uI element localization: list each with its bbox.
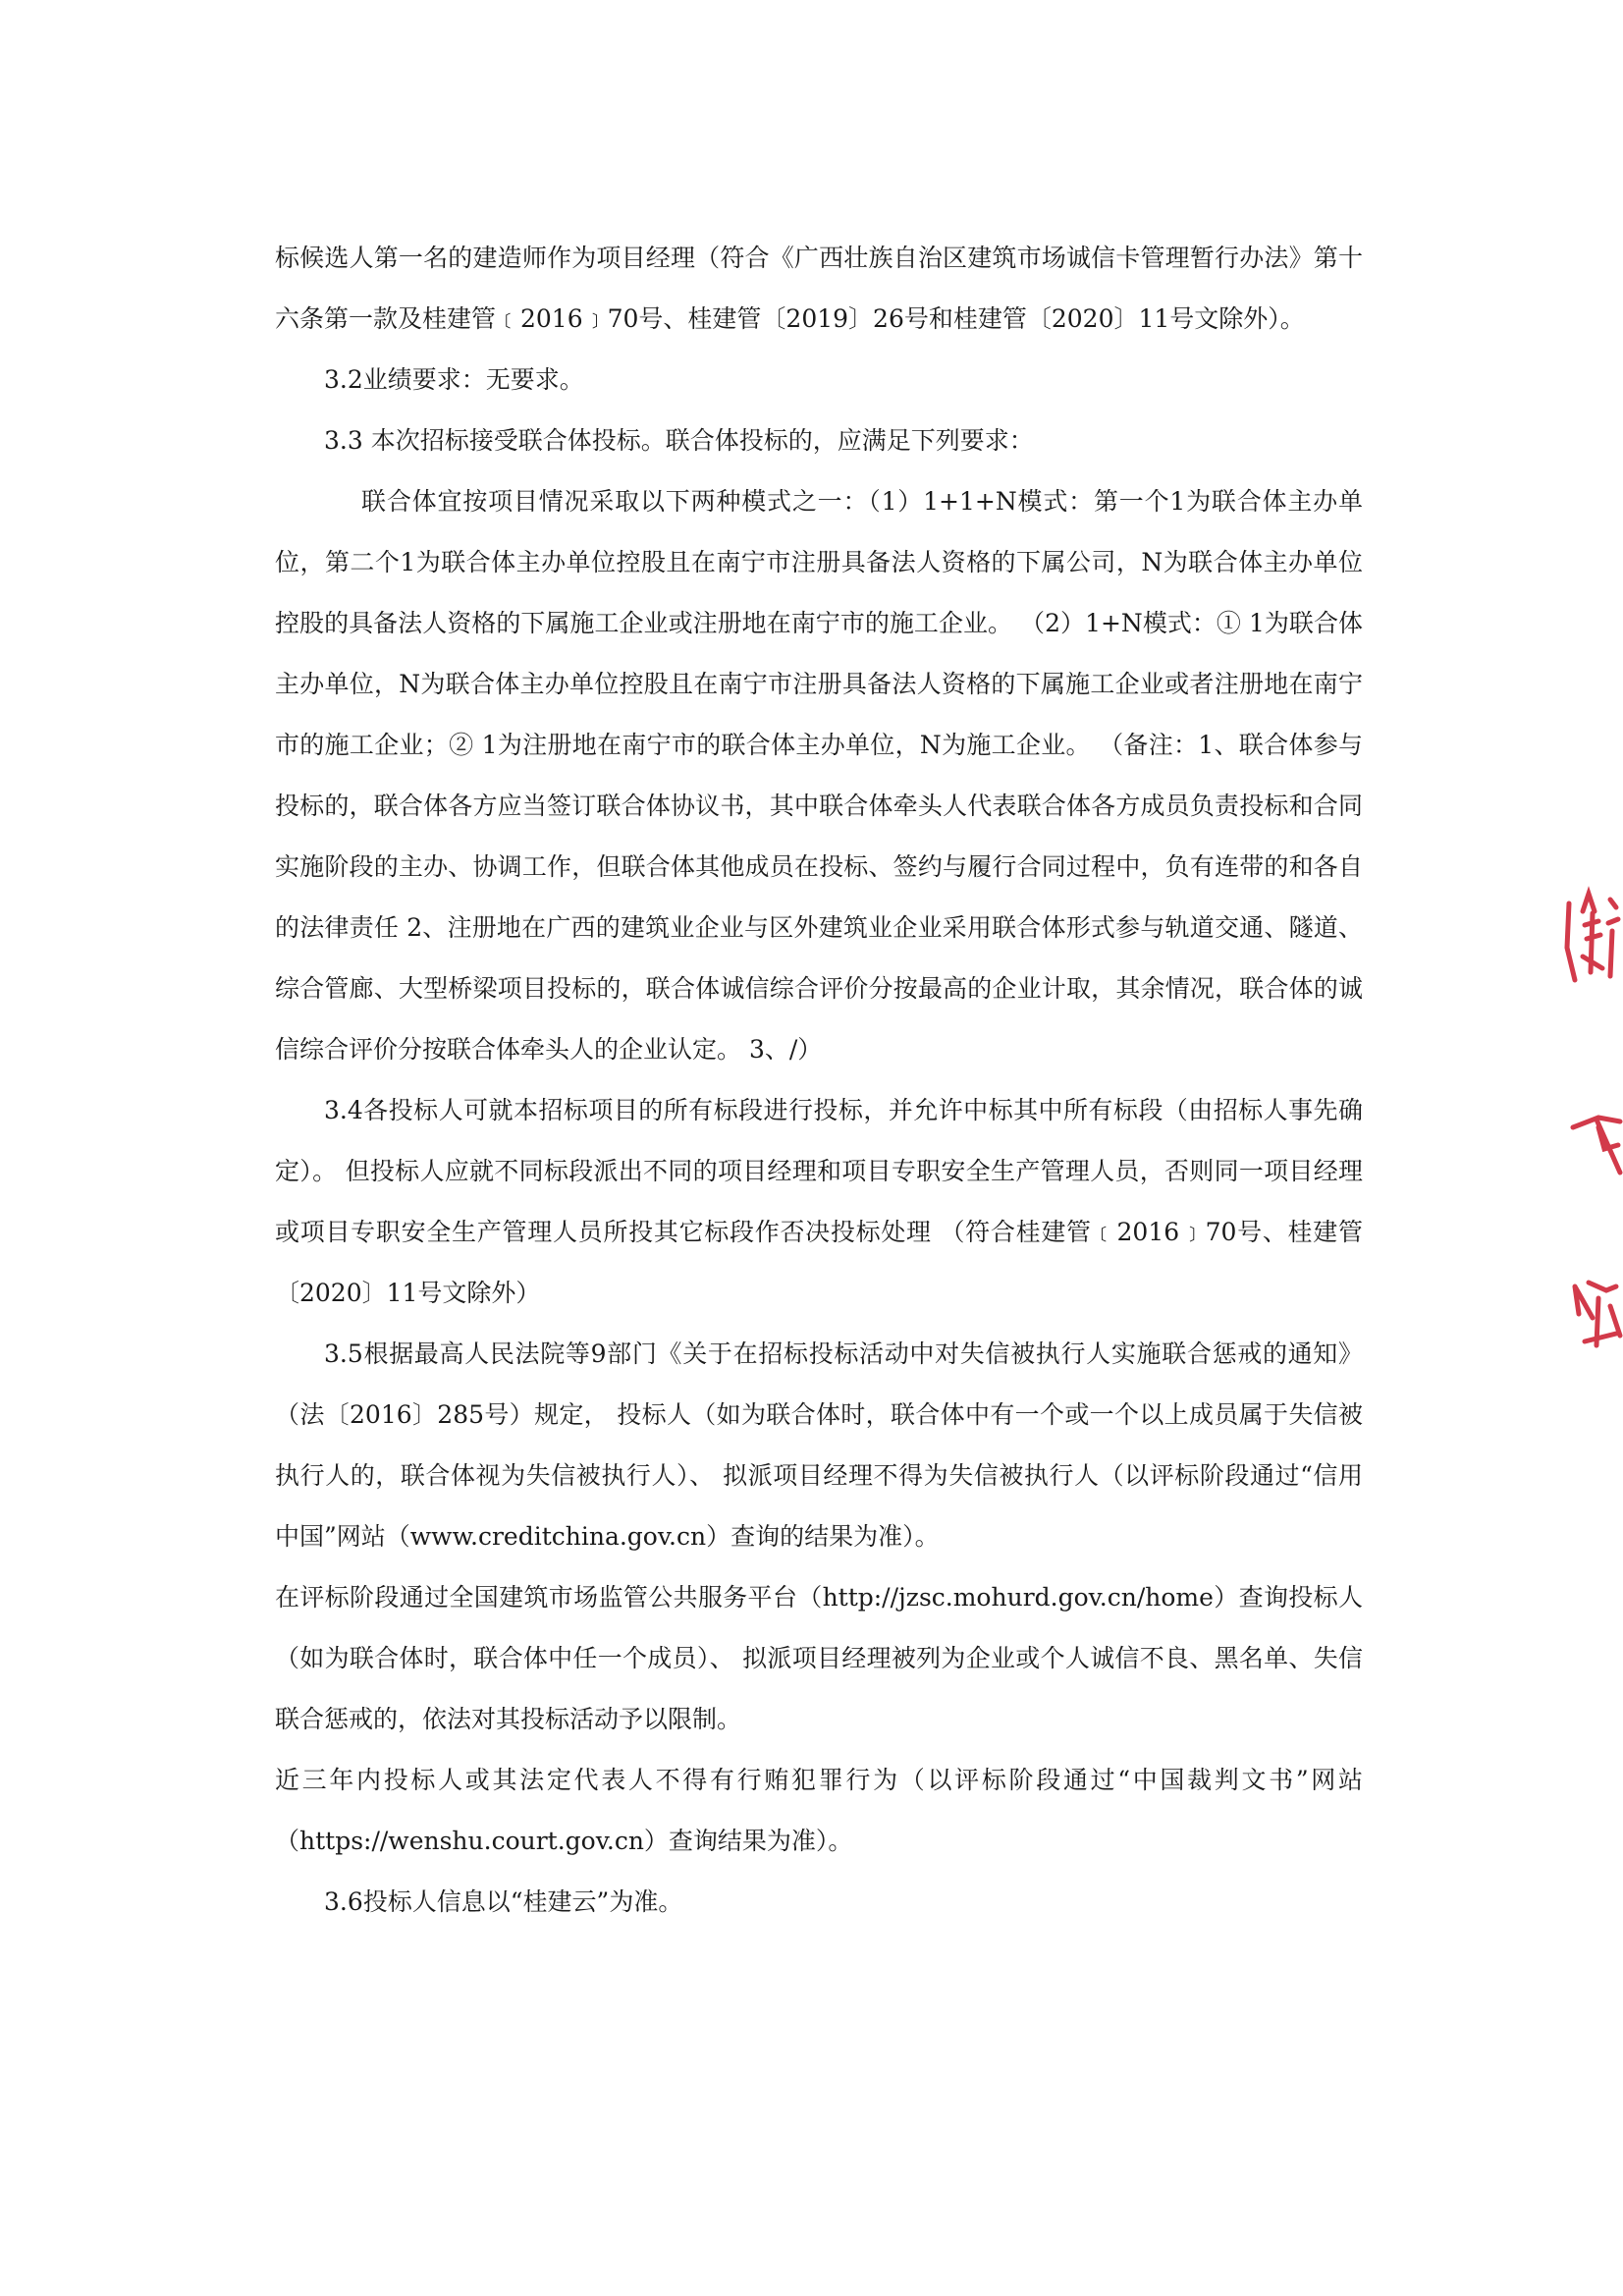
paragraph-platform-query: 在评标阶段通过全国建筑市场监管公共服务平台（http://jzsc.mohurd.gov.cn/home）查询投标人（如为联合体时，联合体中任一个成员）、 拟派项目经理被列为企业或个人诚信不良、黑名单、失信联合惩戒的，依法对其投标活动予以限制。 <box>275 1583 1363 1733</box>
seal-stamp-graphic <box>1559 874 1623 1394</box>
paragraph-3-6: 3.6投标人信息以“桂建云”为准。 <box>324 1887 683 1916</box>
paragraph-3-3: 3.3 本次招标接受联合体投标。联合体投标的，应满足下列要求： <box>324 426 1034 455</box>
paragraph-1: 标候选人第一名的建造师作为项目经理（符合《广西壮族自治区建筑市场诚信卡管理暂行办法》第十六条第一款及桂建管﹝2016﹞70号、桂建管〔2019〕26号和桂建管〔2020〕11号文除外）。 <box>275 244 1363 333</box>
seal-stamp <box>1559 874 1623 1394</box>
paragraph-3-5: 3.5根据最高人民法院等9部门《关于在招标投标活动中对失信被执行人实施联合惩戒的通知》（法〔2016〕285号）规定， 投标人（如为联合体时，联合体中有一个或一个以上成员属于失信被执行人的，联合体视为失信被执行人）、 拟派项目经理不得为失信被执行人（以评标阶段通过“信用中国”网站（www.creditchina.gov.cn）查询的结果为准）。 <box>275 1339 1363 1551</box>
paragraph-consortium-modes: 联合体宜按项目情况采取以下两种模式之一：（1）1+1+N模式：第一个1为联合体主办单位，第二个1为联合体主办单位控股且在南宁市注册具备法人资格的下属公司，N为联合体主办单位控股的具备法人资格的下属施工企业或注册地在南宁市的施工企业。 （2）1+N模式：① 1为联合体主办单位，N为联合体主办单位控股且在南宁市注册具备法人资格的下属施工企业或者注册地在南宁市的施工企业；② 1为注册地在南宁市的联合体主办单位，N为施工企业。 （备注：1、联合体参与投标的，联合体各方应当签订联合体协议书，其中联合体牵头人代表联合体各方成员负责投标和合同实施阶段的主办、协调工作，但联合体其他成员在投标、签约与履行合同过程中，负有连带的和各自的法律责任 2、注册地在广西的建筑业企业与区外建筑业企业采用联合体形式参与轨道交通、隧道、综合管廊、大型桥梁项目投标的，联合体诚信综合评价分按最高的企业计取，其余情况，联合体的诚信综合评价分按联合体牵头人的企业认定。 3、/） <box>275 487 1363 1064</box>
paragraph-bribery-record: 近三年内投标人或其法定代表人不得有行贿犯罪行为（以评标阶段通过“中国裁判文书”网站（https://wenshu.court.gov.cn）查询结果为准）。 <box>275 1766 1363 1855</box>
document-body <box>275 228 1363 1933</box>
paragraph-3-2: 3.2业绩要求：无要求。 <box>324 365 584 394</box>
paragraph-3-4: 3.4各投标人可就本招标项目的所有标段进行投标，并允许中标其中所有标段（由招标人事先确定）。 但投标人应就不同标段派出不同的项目经理和项目专职安全生产管理人员，否则同一项目经理或项目专职安全生产管理人员所投其它标段作否决投标处理 （符合桂建管﹝2016﹞70号、桂建管〔2020〕11号文除外） <box>275 1096 1363 1307</box>
